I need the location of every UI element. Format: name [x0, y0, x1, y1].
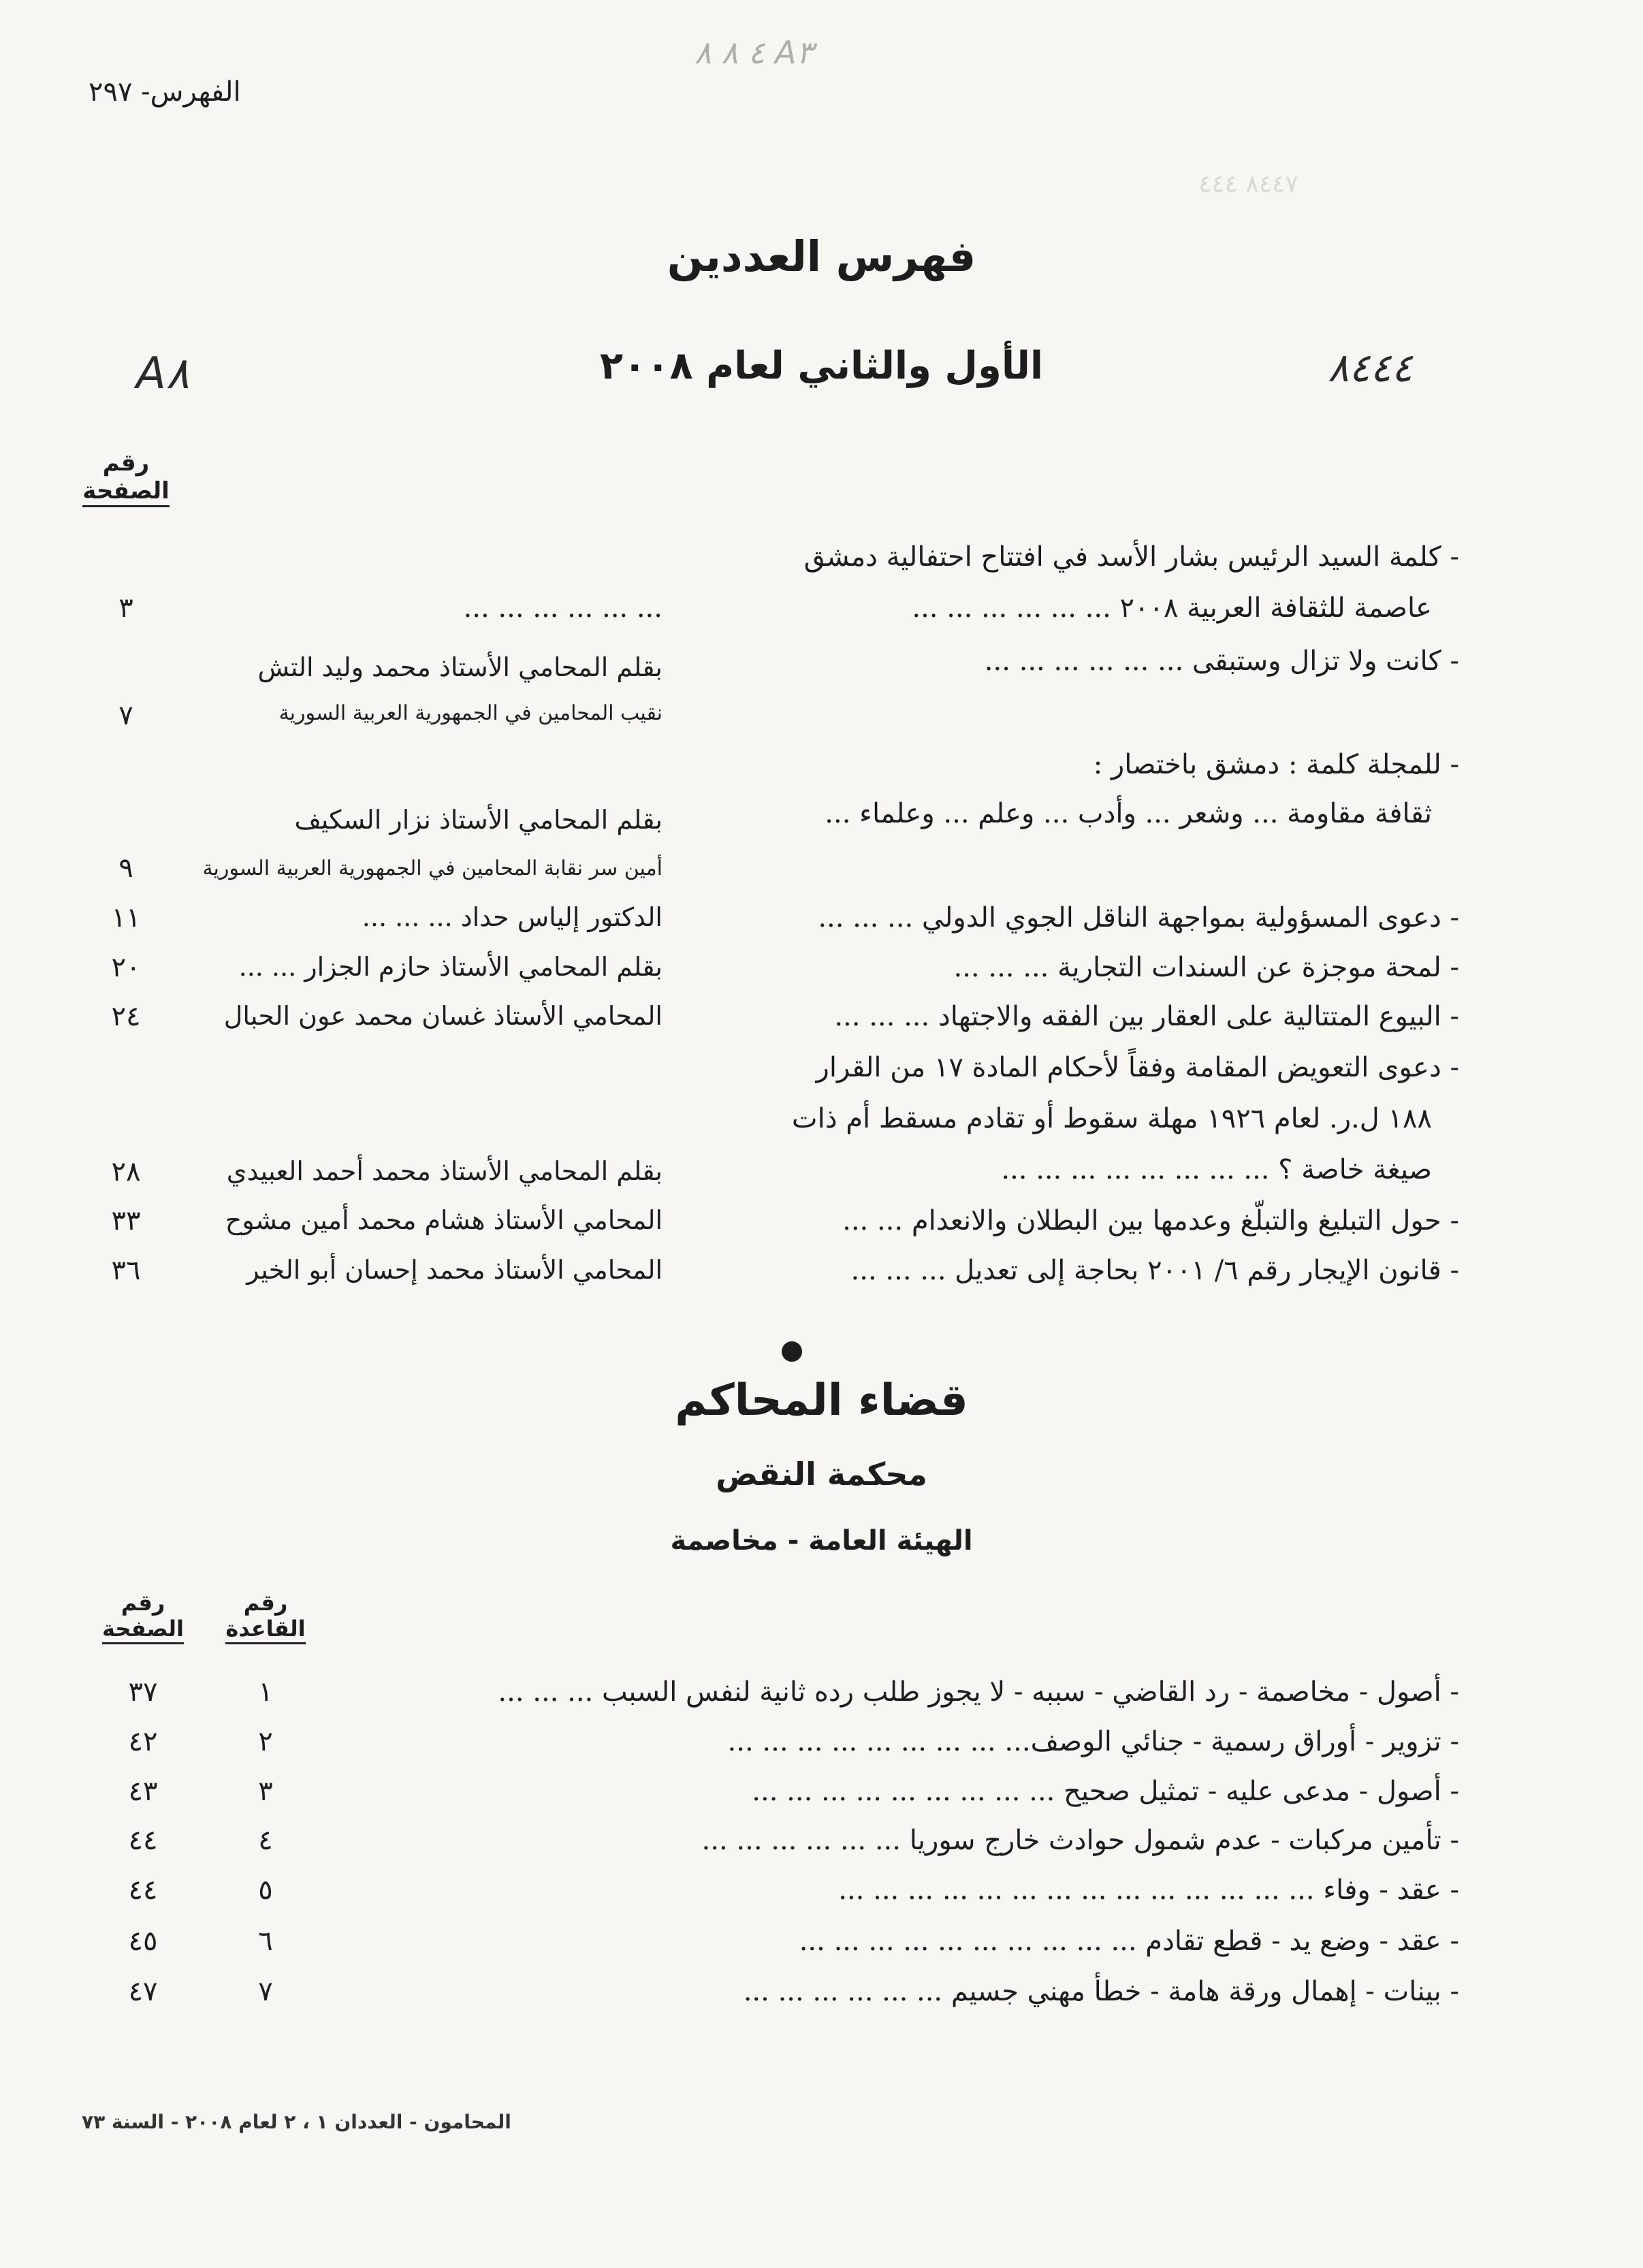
ruling-page-number: ٤٧	[128, 1976, 158, 2007]
page-column-header	[75, 449, 177, 507]
rulings-rule-header-line2: القاعدة	[225, 1616, 305, 1644]
rulings-rule-header-line1: رقم	[243, 1590, 288, 1616]
ruling-rule-number: ٤	[258, 1825, 273, 1856]
article-page-number: ٩	[118, 852, 133, 884]
article-title: - كلمة السيد الرئيس بشار الأسد في افتتاح احتفالية دمشق	[803, 541, 1459, 573]
article-title: - قانون الإيجار رقم ٦/ ٢٠٠١ بحاجة إلى تعديل ... ... ...	[850, 1255, 1459, 1286]
ruling-rule-number: ٧	[258, 1976, 273, 2007]
article-title-cont: صيغة خاصة ؟ ... ... ... ... ... ... ... ...	[1001, 1154, 1432, 1185]
court-title: محكمة النقض	[716, 1456, 927, 1492]
article-author: المحامي الأستاذ غسان محمد عون الحبال	[223, 1001, 663, 1031]
article-author: بقلم المحامي الأستاذ محمد وليد التش	[257, 652, 663, 682]
handwritten-left-mark: A٨	[136, 349, 190, 399]
article-title: - لمحة موجزة عن السندات التجارية ... ... ...	[953, 952, 1459, 983]
article-title: - كانت ولا تزال وستبقى ... ... ... ... ... ...	[984, 645, 1459, 677]
ruling-page-number: ٤٣	[128, 1776, 158, 1807]
ruling-rule-number: ٦	[258, 1926, 273, 1957]
ruling-page-number: ٤٤	[128, 1874, 158, 1906]
article-author: بقلم المحامي الأستاذ نزار السكيف	[294, 805, 663, 835]
ruling-rule-number: ١	[258, 1676, 273, 1708]
rulings-page-header-line1: رقم	[121, 1590, 165, 1616]
chamber-title: الهيئة العامة - مخاصمة	[670, 1525, 973, 1556]
section-separator-dot	[782, 1341, 802, 1362]
rulings-page-header-line2: الصفحة	[102, 1616, 184, 1644]
ruling-rule-number: ٥	[258, 1874, 273, 1906]
article-title-cont: ثقافة مقاومة ... وشعر ... وأدب ... وعلم ... وعلماء ...	[825, 798, 1432, 829]
page-footer: المحامون - العددان ١ ، ٢ لعام ٢٠٠٨ - السنة ٧٣	[82, 2111, 511, 2133]
article-title: - البيوع المتتالية على العقار بين الفقه والاجتهاد ... ... ...	[834, 1001, 1459, 1032]
ruling-rule-number: ٢	[258, 1726, 273, 1757]
article-page-number: ٣	[118, 592, 133, 624]
page-column-header-line2: الصفحة	[82, 477, 170, 507]
rulings-rule-header	[211, 1590, 320, 1644]
article-author-role: أمين سر نقابة المحامين في الجمهورية العربية السورية	[202, 857, 663, 880]
running-header: الفهرس- ٢٩٧	[89, 76, 241, 108]
article-title-cont: ١٨٨ ل.ر. لعام ١٩٢٦ مهلة سقوط أو تقادم مسقط أم ذات	[791, 1103, 1432, 1134]
article-author: المحامي الأستاذ محمد إحسان أبو الخير	[246, 1255, 663, 1285]
handwritten-top-note: A٣ ٤ ٨ ٨	[695, 34, 814, 71]
article-author: المحامي الأستاذ هشام محمد أمين مشوح	[225, 1205, 663, 1235]
article-title: - حول التبليغ والتبلّغ وعدمها بين البطلان والانعدام ... ...	[842, 1205, 1459, 1236]
ruling-title: - بينات - إهمال ورقة هامة - خطأ مهني جسيم ... ... ... ... ... ...	[743, 1976, 1459, 2007]
page-title: فهرس العددين	[667, 231, 976, 281]
article-author-dots: ... ... ... ... ... ...	[463, 592, 663, 624]
page-subtitle: الأول والثاني لعام ٢٠٠٨	[599, 344, 1044, 388]
article-page-number: ٢٨	[111, 1156, 141, 1187]
article-page-number: ٣٦	[111, 1255, 141, 1286]
ruling-title: - عقد - وفاء ... ... ... ... ... ... ... ... ... ... ... ... ... ...	[838, 1874, 1459, 1906]
ruling-title: - تزوير - أوراق رسمية - جنائي الوصف... ... ... ... ... ... ... ... ...	[727, 1726, 1459, 1757]
ruling-page-number: ٣٧	[128, 1676, 158, 1708]
ruling-title: - أصول - مدعى عليه - تمثيل صحيح ... ... ... ... ... ... ... ... ...	[752, 1776, 1459, 1807]
article-author: الدكتور إلياس حداد ... ... ...	[362, 902, 663, 932]
article-title-cont: عاصمة للثقافة العربية ٢٠٠٨ ... ... ... ... ... ...	[912, 592, 1432, 624]
article-page-number: ٣٣	[111, 1205, 141, 1236]
article-title: - دعوى المسؤولية بمواجهة الناقل الجوي الدولي ... ... ...	[818, 902, 1459, 933]
rulings-page-header	[89, 1590, 197, 1644]
article-page-number: ١١	[111, 902, 141, 933]
section-title: قضاء المحاكم	[675, 1375, 968, 1426]
article-title: - للمجلة كلمة : دمشق باختصار :	[1093, 749, 1459, 780]
bleed-through-text: ٨٤٤٧ ٤٤٤	[1198, 170, 1298, 198]
ruling-title: - أصول - مخاصمة - رد القاضي - سببه - لا يجوز طلب رده ثانية لنفس السبب ... ... ...	[498, 1676, 1459, 1708]
ruling-rule-number: ٣	[258, 1776, 273, 1807]
article-page-number: ٧	[118, 700, 133, 731]
ruling-page-number: ٤٤	[128, 1825, 158, 1856]
ruling-page-number: ٤٢	[128, 1726, 158, 1757]
ruling-page-number: ٤٥	[128, 1926, 158, 1957]
article-page-number: ٢٤	[111, 1001, 141, 1032]
page-column-header-line1: رقم	[102, 449, 150, 477]
handwritten-right-mark: ٨٤٤٤	[1328, 345, 1413, 391]
ruling-title: - تأمين مركبات - عدم شمول حوادث خارج سوريا ... ... ... ... ... ...	[701, 1825, 1459, 1856]
article-author-role: نقيب المحامين في الجمهورية العربية السورية	[278, 701, 663, 725]
article-author: بقلم المحامي الأستاذ محمد أحمد العبيدي	[226, 1156, 663, 1186]
article-title: - دعوى التعويض المقامة وفقاً لأحكام المادة ١٧ من القرار	[816, 1052, 1459, 1083]
article-page-number: ٢٠	[111, 952, 141, 983]
article-author: بقلم المحامي الأستاذ حازم الجزار ... ...	[238, 952, 663, 982]
ruling-title: - عقد - وضع يد - قطع تقادم ... ... ... ... ... ... ... ... ... ...	[799, 1926, 1459, 1957]
